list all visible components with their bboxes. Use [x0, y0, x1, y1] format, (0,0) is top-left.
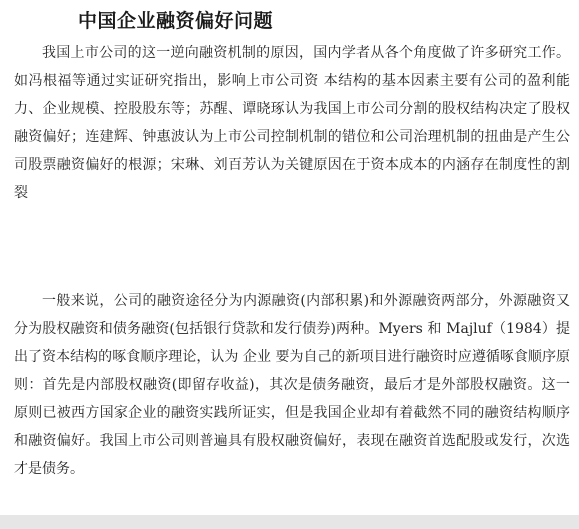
document-title: 中国企业融资偏好问题 [78, 10, 274, 32]
paragraph-2: 一般来说，公司的融资途径分为内源融资(内部积累)和外源融资两部分，外源融资又分为股权融资和债务融资(包括银行贷款和发行债券)两种。Myers 和 Majluf（1984）提出了资本结构的啄食顺序理论，认为 企业 要为自己的新项目进行融资时应遵循啄食顺序原则：首先是内部股权融资(即留存收益)，其次是债务融资，最后才是外部股权融资。这一原则已被西方国家企业的融资实践所证实，但是我国企业却有着截然不同的融资结构顺序和融资偏好。我国上市公司则普遍具有股权融资偏好，表现在融资首选配股或发行，次选才是债务。 [14, 293, 570, 477]
bottom-margin-band [0, 515, 579, 529]
paragraph-1: 我国上市公司的这一逆向融资机制的原因，国内学者从各个角度做了许多研究工作。如冯根福等通过实证研究指出，影响上市公司资 本结构的基本因素主要有公司的盈利能力、企业规模、控股股东等；苏醒、谭晓琢认为我国上市公司分割的股权结构决定了股权融资偏好；连建辉、钟惠波认为上市公司控制机制的错位和公司治理机制的扭曲是产生公司股票融资偏好的根源；宋琳、刘百芳认为关键原因在于资本成本的内涵存在制度性的割裂 [14, 45, 570, 201]
